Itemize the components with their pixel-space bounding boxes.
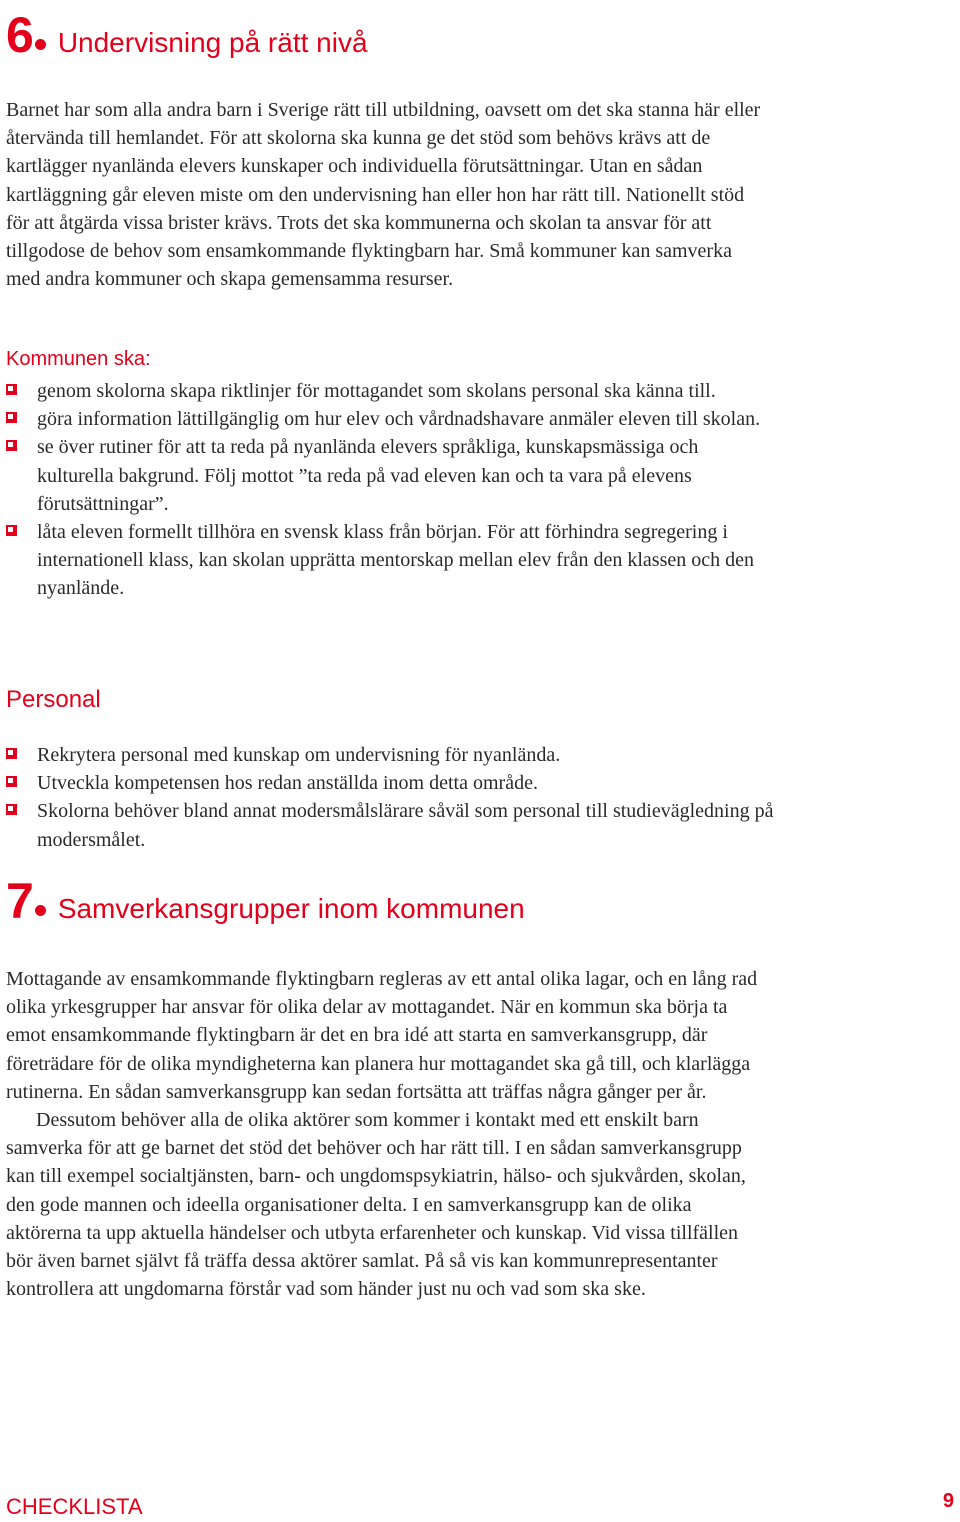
section-6-heading (6, 6, 368, 64)
list-item: genom skolorna skapa riktlinjer för mottagandet som skolans personal ska känna till. (6, 377, 776, 405)
section-number: 6 (6, 7, 32, 63)
page-number: 9 (942, 1490, 954, 1512)
bullet-dot-icon (35, 905, 46, 916)
kommunen-checklist (6, 377, 776, 603)
checkbox-icon (6, 804, 17, 815)
checkbox-icon (6, 412, 17, 423)
list-item: göra information lättillgänglig om hur elev och vårdnadshavare anmäler eleven till skolan. (6, 405, 776, 433)
list-item: Utveckla kompetensen hos redan anställda inom detta område. (6, 769, 776, 797)
checkbox-icon (6, 440, 17, 451)
list-item: låta eleven formellt tillhöra en svensk klass från början. För att förhindra segregering i internationell klass, kan skolan upprätta mentorskap mellan elev från den klassen och den nyanlände. (6, 518, 776, 603)
personal-checklist (6, 741, 776, 854)
list-item: se över rutiner för att ta reda på nyanlända elevers språkliga, kunskapsmässiga och kulturella bakgrund. Följ mottot ”ta reda på vad eleven kan och ta vara på elevens förutsättningar”. (6, 433, 776, 518)
bullet-dot-icon (35, 39, 46, 50)
section-number: 7 (6, 873, 32, 929)
personal-heading: Personal (6, 686, 101, 713)
section-title: Undervisning på rätt nivå (57, 27, 368, 58)
footer-label: CHECKLISTA (6, 1494, 143, 1519)
section-title: Samverkansgrupper inom kommunen (57, 893, 525, 924)
list-item: Skolorna behöver bland annat modersmålslärare såväl som personal till studievägledning på modersmålet. (6, 797, 776, 853)
checkbox-icon (6, 748, 17, 759)
section-7-heading (6, 872, 525, 930)
checkbox-icon (6, 525, 17, 536)
intro-text: Barnet har som alla andra barn i Sverige rätt till utbildning, oavsett om det ska stanna här eller återvända till hemlandet. För att skolorna ska kunna ge det stöd som behövs krävs att de kartlägger nyanlända elevers kunskaper och individuella förutsättningar. Utan en sådan kartläggning går eleven miste om den undervisning han eller hon har rätt till. Nationellt stöd för att åtgärda vissa brister krävs. Trots det ska kommunerna och skolan ta ansvar för att tillgodose de behov som ensamkommande flyktingbarn har. Små kommuner kan samverka med andra kommuner och skapa gemensamma resurser. (6, 99, 761, 291)
paragraph: Dessutom behöver alla de olika aktörer som kommer i kontakt med ett enskilt barn samverka för att ge barnet det stöd det behöver och har rätt till. I en sådan samverkansgrupp kan till exempel socialtjänsten, barn- och ungdomspsykiatrin, hälso- och sjukvården, skolan, den gode mannen och ideella organisationer delta. I en samverkansgrupp kan de olika aktörerna ta upp aktuella händelser och utbyta erfarenheter och kunskap. Vid vissa tillfällen bör även barnet självt få träffa dessa aktörer samlat. På så vis kan kommunrepresentanter kontrollera att ungdomarna förstår vad som händer just nu och vad som ska ske. (6, 1109, 746, 1301)
section-7-body (6, 965, 766, 1303)
list-item: Rekrytera personal med kunskap om undervisning för nyanlända. (6, 741, 776, 769)
intro-paragraph (6, 96, 766, 293)
list-heading: Kommunen ska: (6, 348, 151, 370)
checkbox-icon (6, 776, 17, 787)
paragraph: Mottagande av ensamkommande flyktingbarn regleras av ett antal olika lagar, och en lång rad olika yrkesgrupper har ansvar för olika delar av mottagandet. När en kommun ska börja ta emot ensamkommande flyktingbarn är det en bra idé att starta en samverkansgrupp, där företrädare för de olika myndigheterna kan planera hur mottagandet ska gå till, och klarlägga rutinerna. En sådan samverkansgrupp kan sedan fortsätta att träffas några gånger per år. (6, 968, 758, 1103)
checkbox-icon (6, 384, 17, 395)
